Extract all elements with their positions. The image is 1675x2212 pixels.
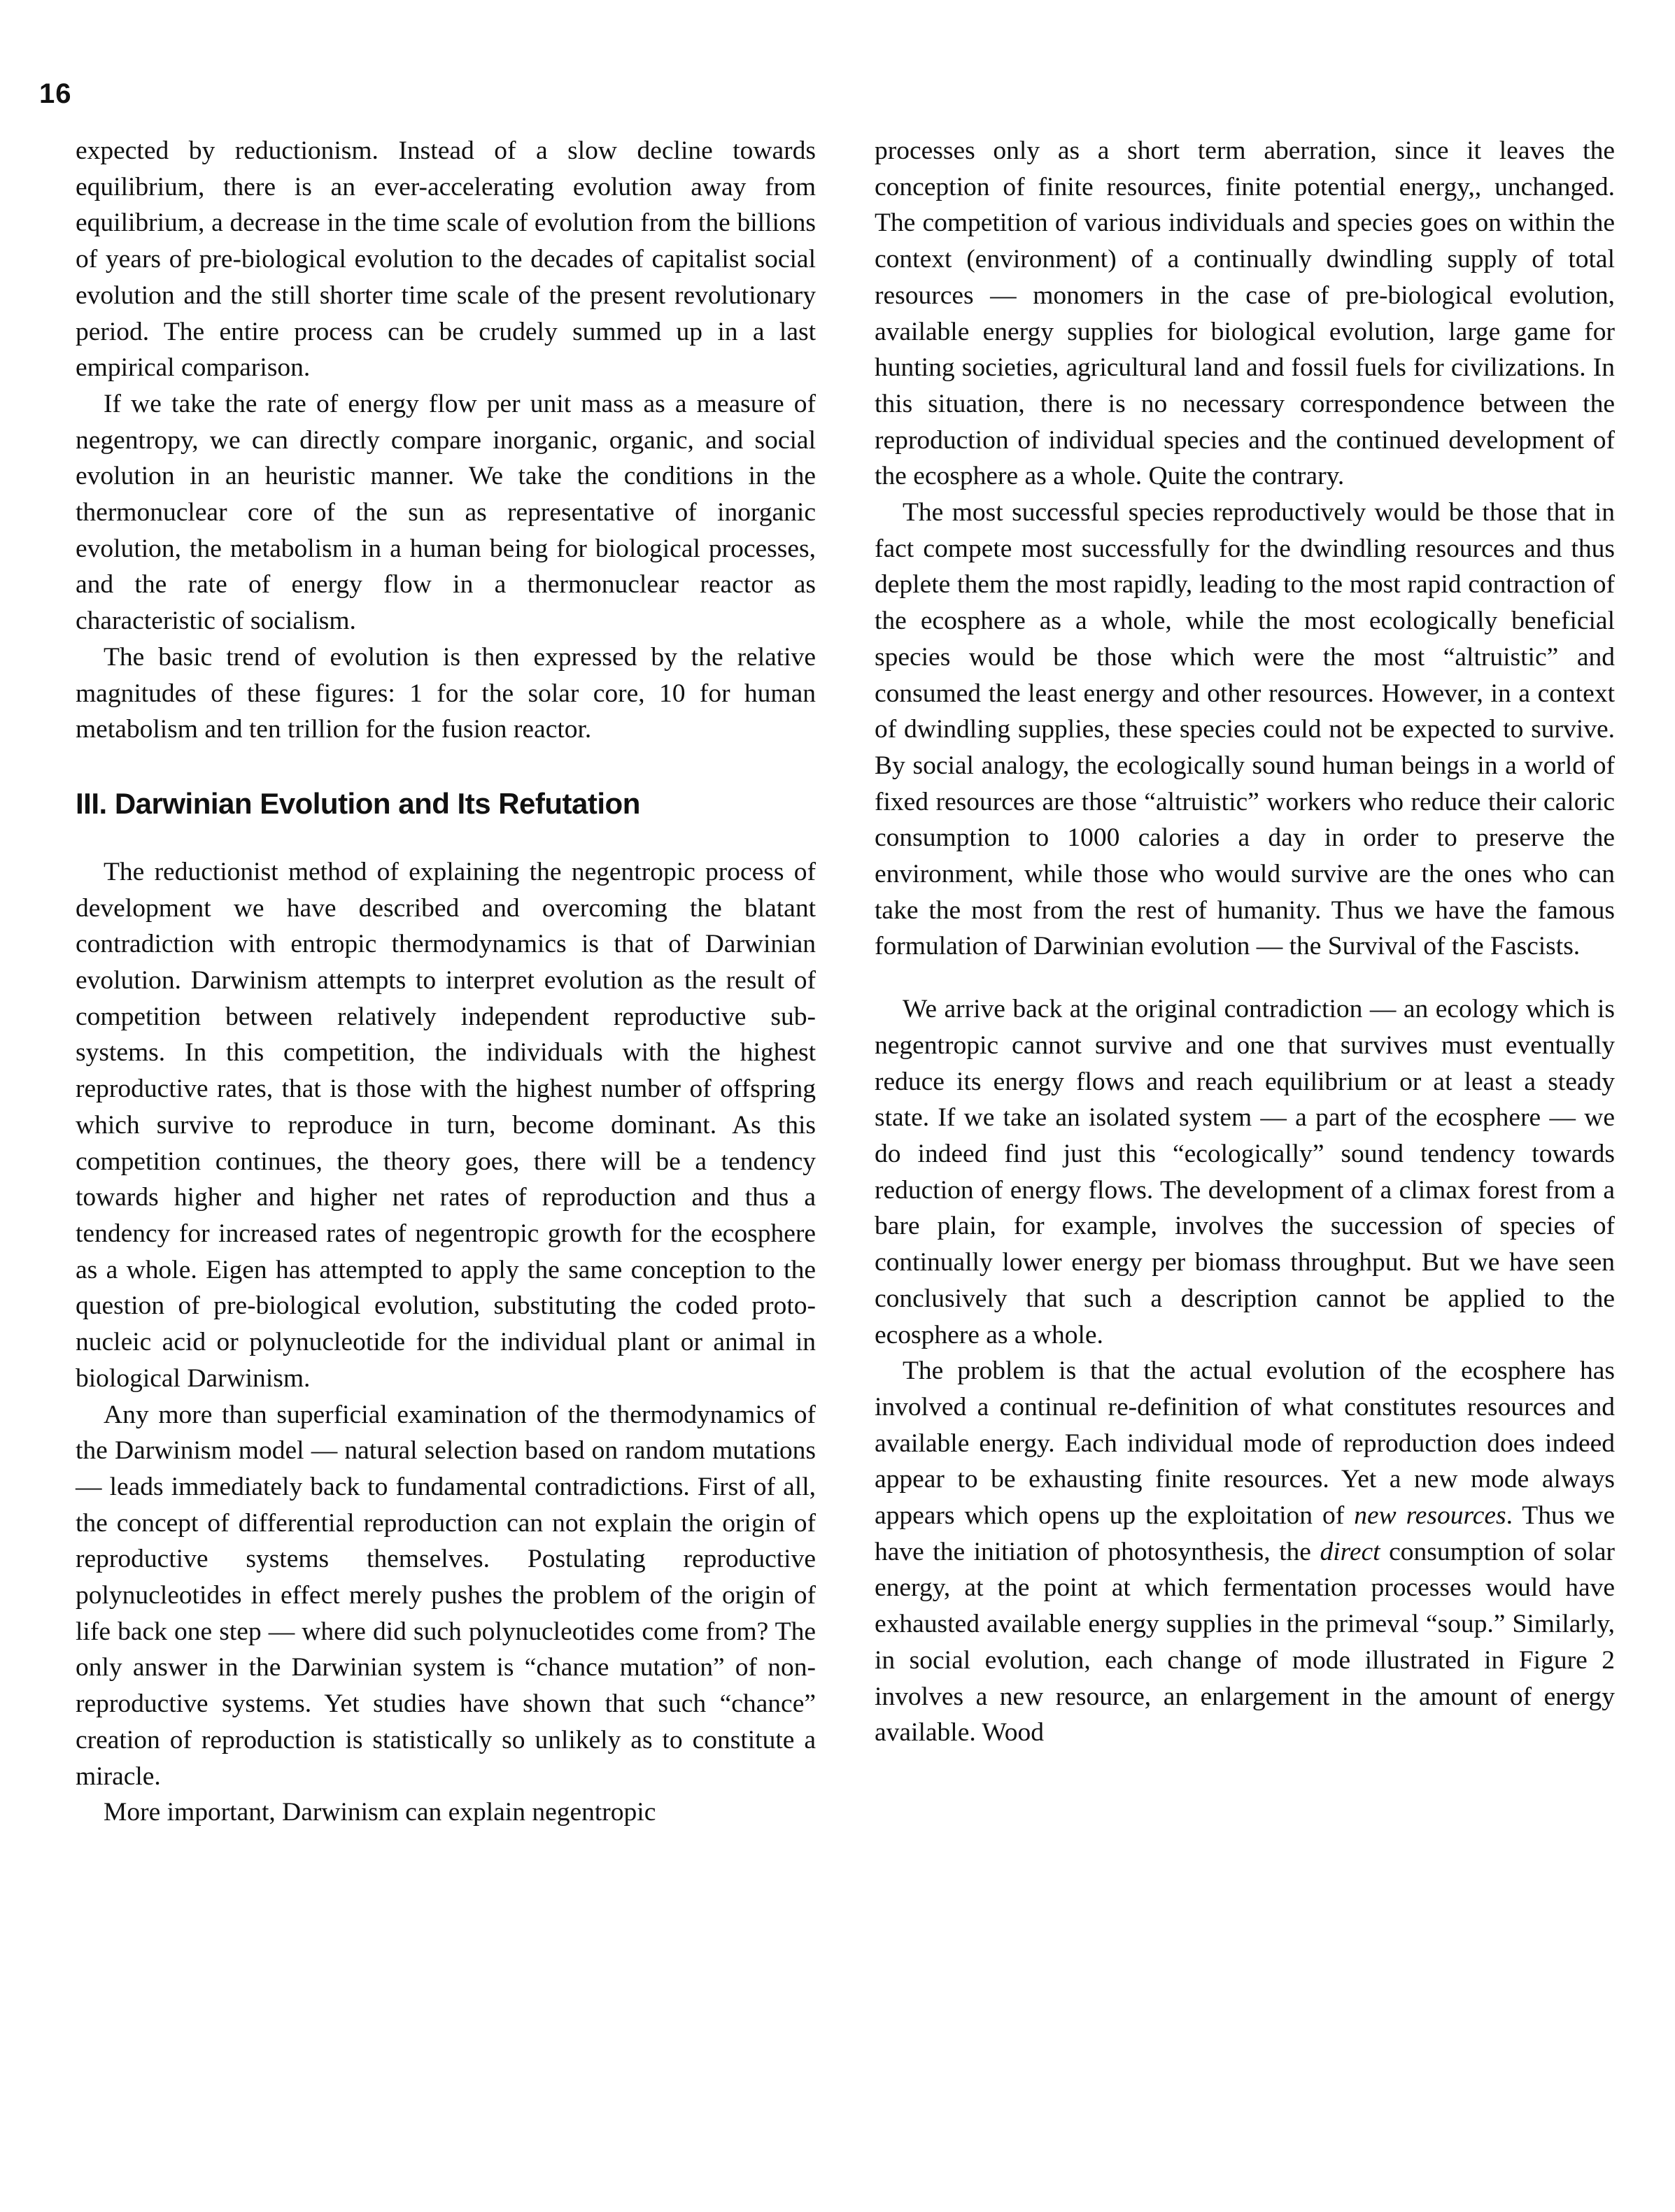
paragraph: We arrive back at the original contradiction — an ecology which is negentropic cannot survive and one that survives must eventually reduce its energy flows and reach equilibrium or at least a steady state. If we take an isolated system — a part of the ecosphere — we do indeed find just this “ecologically” sound tendency towards reduction of energy flows. The development of a climax forest from a bare plain, for example, involves the succession of species of continually lower energy per biomass throughput. But we have seen conclusively that such a description cannot be applied to the ecosphere as a whole.	[875, 995, 1615, 1349]
section-heading: III. Darwinian Evolution and Its Refutation	[76, 786, 640, 820]
left-column	[76, 133, 816, 1831]
paragraph-text: . Thus we have the initiation of photosynthesis, the	[875, 1501, 1615, 1566]
paragraph: More important, Darwinism can explain negentropic	[104, 1798, 656, 1827]
paragraph-text: The problem is that the actual evolution of the ecosphere has involved a continual re-definition of what constitutes resources and available energy. Each individual mode of reproduction does indeed appear to be exhausting finite resources. Yet a new mode always appears which opens up the exploitation of	[875, 1356, 1615, 1531]
paragraph: The basic trend of evolution is then expressed by the relative magnitudes of these figures: 1 for the solar core, 10 for human metabolism and ten trillion for the fusion reactor.	[76, 642, 816, 744]
paragraph: expected by reductionism. Instead of a slow decline towards equilibrium, there is an ever-accelerating evolution away from equilibrium, a decrease in the time scale of evolution from the billions of years of pre-biological evolution to the decades of capitalist social evolution and the still shorter time scale of the present revolutionary period. The entire process can be crudely summed up in a last empirical comparison.	[76, 136, 816, 383]
page-number: 16	[39, 78, 72, 109]
paragraph: The most successful species reproductively would be those that in fact compete most successfully for the dwindling resources and thus deplete them the most rapidly, leading to the most rapid contraction of the ecosphere as a whole, while the most ecologically beneficial species would be those which were the most “altruistic” and consumed the least energy and other resources. However, in a context of dwindling supplies, these species could not be expected to survive. By social analogy, the ecologically sound human beings in a world of fixed resources are those “altruistic” workers who reduce their caloric consumption to 1000 calories a day in order to preserve the environment, while those who would survive are the ones who can take the most from the rest of humanity. Thus we have the famous formulation of Darwinian evolution — the Survival of the Fascists.	[875, 498, 1615, 961]
emphasis-text: new resources	[1354, 1501, 1506, 1531]
emphasis-text: direct	[1320, 1537, 1380, 1566]
paragraph: If we take the rate of energy flow per unit mass as a measure of negentropy, we can directly compare inorganic, organic, and social evolution in an heuristic manner. We take the conditions in the thermonuclear core of the sun as representative of inorganic evolution, the metabolism in a human being for biological processes, and the rate of energy flow in a thermonuclear reactor as characteristic of socialism.	[76, 389, 816, 636]
paragraph: processes only as a short term aberration, since it leaves the conception of finite resources, finite potential energy,, unchanged. The competition of various individuals and species goes on within the context (environment) of a continually dwindling supply of total resources — monomers in the case of pre-biological evolution, available energy supplies for biological evolution, large game for hunting societies, agricultural land and fossil fuels for civilizations. In this situation, there is no necessary correspondence between the reproduction of individual species and the continued development of the ecosphere as a whole. Quite the contrary.	[875, 136, 1615, 491]
paragraph-text: consumption of solar energy, at the point at which fermentation processes would have exhausted available energy supplies in the primeval “soup.” Similarly, in social evolution, each change of mode illustrated in Figure 2 involves a new resource, an enlargement in the amount of energy available. Wood	[875, 1537, 1616, 1747]
paragraph: The reductionist method of explaining the negentropic process of development we have described and overcoming the blatant contradiction with entropic thermodynamics is that of Darwinian evolution. Darwinism attempts to interpret evolution as the result of competition between relatively independent reproductive sub-systems. In this competition, the individuals with the highest reproductive rates, that is those with the highest number of offspring which survive to reproduce in turn, become dominant. As this competition continues, the theory goes, there will be a tendency towards higher and higher net rates of reproduction and thus a tendency for increased rates of negentropic growth for the ecosphere as a whole. Eigen has attempted to apply the same conception to the question of pre-biological evolution, substituting the coded proto-nucleic acid or polynucleotide for the individual plant or animal in biological Darwinism.	[76, 857, 816, 1393]
paragraph	[875, 1353, 1615, 1751]
right-column	[875, 133, 1615, 1751]
paragraph: Any more than superficial examination of the thermodynamics of the Darwinism model — natural selection based on random mutations — leads immediately back to fundamental contradictions. First of all, the concept of differential reproduction can not explain the origin of reproductive systems themselves. Postulating reproductive polynucleotides in effect merely pushes the problem of the origin of life back one step — where did such polynucleotides come from? The only answer in the Darwinian system is “chance mutation” of non-reproductive systems. Yet studies have shown that such “chance” creation of reproduction is statistically so unlikely as to constitute a miracle.	[76, 1400, 816, 1791]
